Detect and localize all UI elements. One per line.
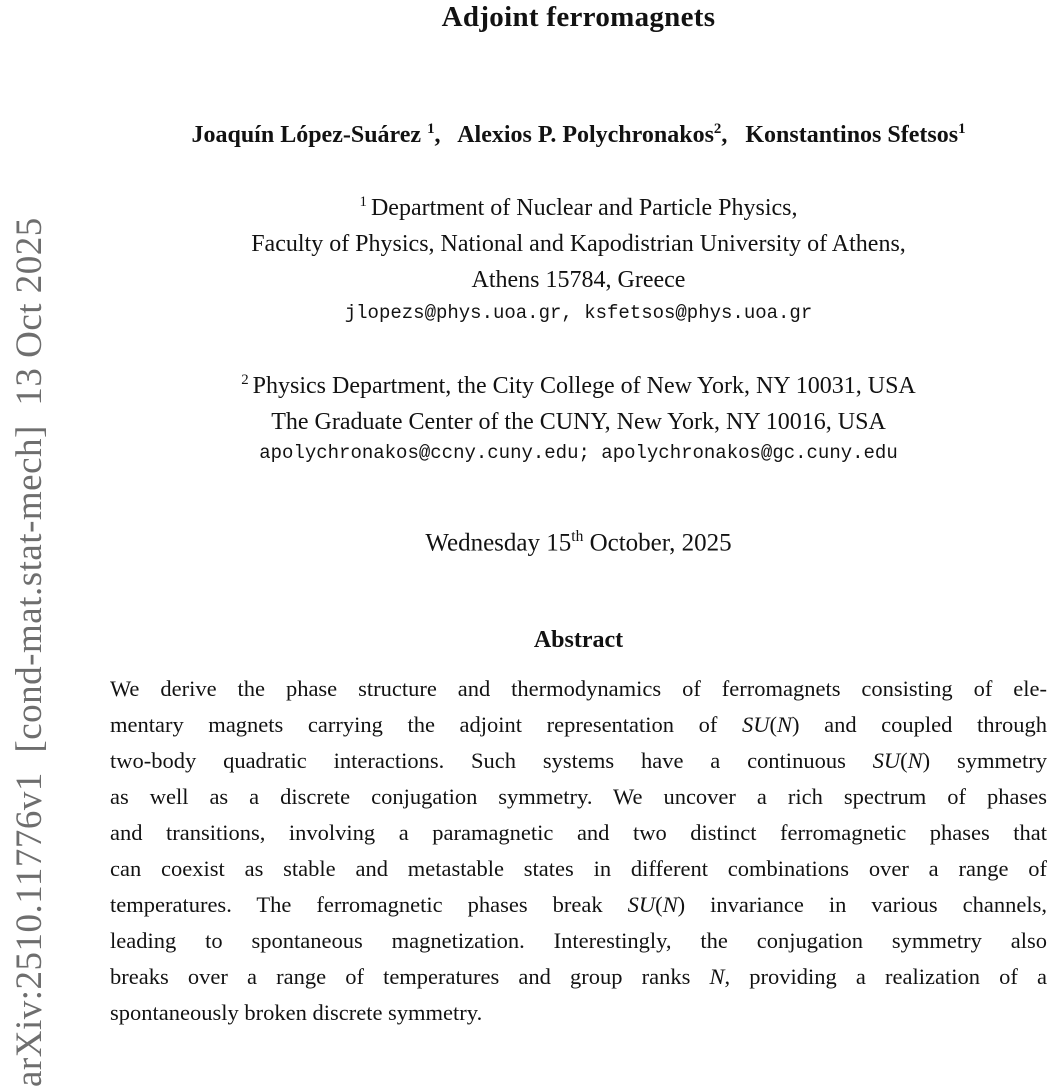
abstract-text: leading to spontaneous magnetization. Interestingly, the conjugation symmetry also	[110, 928, 1047, 953]
author-name: Alexios P. Polychronakos	[457, 122, 714, 148]
affiliation-1	[110, 184, 1047, 298]
abstract-text: )	[792, 712, 800, 737]
affiliation-text: Faculty of Physics, National and Kapodistrian University of Athens,	[251, 231, 906, 257]
affiliation-text: Physics Department, the City College of New York, NY 10031, USA	[252, 373, 916, 399]
author-line	[110, 121, 1047, 149]
affiliation-text: Department of Nuclear and Particle Physics,	[370, 195, 798, 221]
math-symbol: SU	[872, 748, 901, 773]
abstract-line	[110, 995, 1047, 1031]
affiliation-line	[110, 184, 1047, 226]
abstract-text: as well as a discrete conjugation symmetry. We uncover a rich spectrum of phases	[110, 784, 1047, 809]
date-text: October, 2025	[583, 529, 732, 557]
abstract-text: )	[677, 892, 686, 917]
abstract-line	[110, 815, 1047, 851]
abstract-text: (	[769, 712, 777, 737]
abstract-line	[110, 743, 1047, 779]
abstract-heading: Abstract	[533, 627, 624, 653]
affiliation-line	[110, 404, 1047, 440]
affiliation-marker: 2	[241, 372, 249, 388]
abstract-text: (	[655, 892, 663, 917]
date-text: Wednesday 15	[425, 529, 572, 557]
abstract-text: invariance in various channels,	[685, 892, 1047, 917]
abstract-line	[110, 779, 1047, 815]
math-symbol: SU	[627, 892, 656, 917]
author-name: Konstantinos Sfetsos	[745, 122, 959, 148]
date-ordinal-superscript: th	[571, 528, 584, 545]
abstract-text: (	[900, 748, 908, 773]
abstract-text: and coupled through	[799, 712, 1047, 737]
affiliation-text: Athens 15784, Greece	[471, 267, 686, 293]
math-symbol: N	[709, 964, 725, 989]
abstract-line	[110, 851, 1047, 887]
affiliation-marker: 1	[359, 194, 367, 210]
date-line	[110, 528, 1047, 557]
abstract-line	[110, 707, 1047, 743]
author-affiliation-marker: 2	[713, 121, 722, 137]
author-name: Joaquín López-Suárez	[191, 122, 428, 148]
abstract-line	[110, 671, 1047, 707]
affiliation-line	[110, 226, 1047, 262]
abstract-line	[110, 959, 1047, 995]
abstract-text: two-body quadratic interactions. Such systems have a continuous	[110, 748, 873, 773]
abstract-line	[110, 887, 1047, 923]
affiliation-1-emails: jlopezs@phys.uoa.gr, ksfetsos@phys.uoa.gr	[344, 302, 813, 324]
author-separator: ,	[721, 122, 746, 148]
abstract-text: , providing a realization of a	[724, 964, 1048, 989]
abstract-line	[110, 923, 1047, 959]
affiliation-2	[110, 362, 1047, 440]
abstract-text: temperatures. The ferromagnetic phases break	[110, 892, 628, 917]
abstract-text: mentary magnets carrying the adjoint representation of	[110, 712, 742, 737]
abstract-text: spontaneously broken discrete symmetry.	[110, 1000, 483, 1025]
abstract-text: )	[922, 748, 931, 773]
abstract-text: can coexist as stable and metastable states in different combinations over a range of	[110, 856, 1047, 881]
affiliation-text: The Graduate Center of the CUNY, New York, NY 10016, USA	[271, 409, 886, 435]
author-separator: ,	[434, 122, 458, 148]
arxiv-stamp: arXiv:2510.11776v1 [cond-mat.stat-mech] 13 Oct 2025	[9, 217, 50, 1087]
affiliation-line	[110, 262, 1047, 298]
abstract-body	[110, 671, 1047, 1031]
content-column	[110, 0, 1047, 1088]
abstract-text: breaks over a range of temperatures and group ranks	[110, 964, 710, 989]
abstract-text: symmetry	[930, 748, 1047, 773]
abstract-text: and transitions, involving a paramagnetic and two distinct ferromagnetic phases that	[110, 820, 1047, 845]
author-affiliation-marker: 1	[958, 121, 966, 137]
math-symbol: N	[907, 748, 923, 773]
abstract-text: We derive the phase structure and thermodynamics of ferromagnets consisting of ele-	[110, 676, 1047, 701]
author-affiliation-marker: 1	[427, 121, 435, 137]
math-symbol: N	[776, 712, 792, 737]
affiliation-line	[110, 362, 1047, 404]
math-symbol: N	[662, 892, 678, 917]
math-symbol: SU	[741, 712, 770, 737]
affiliation-2-emails: apolychronakos@ccny.cuny.edu; apolychronakos@gc.cuny.edu	[259, 442, 898, 464]
paper-title: Adjoint ferromagnets	[441, 1, 716, 33]
